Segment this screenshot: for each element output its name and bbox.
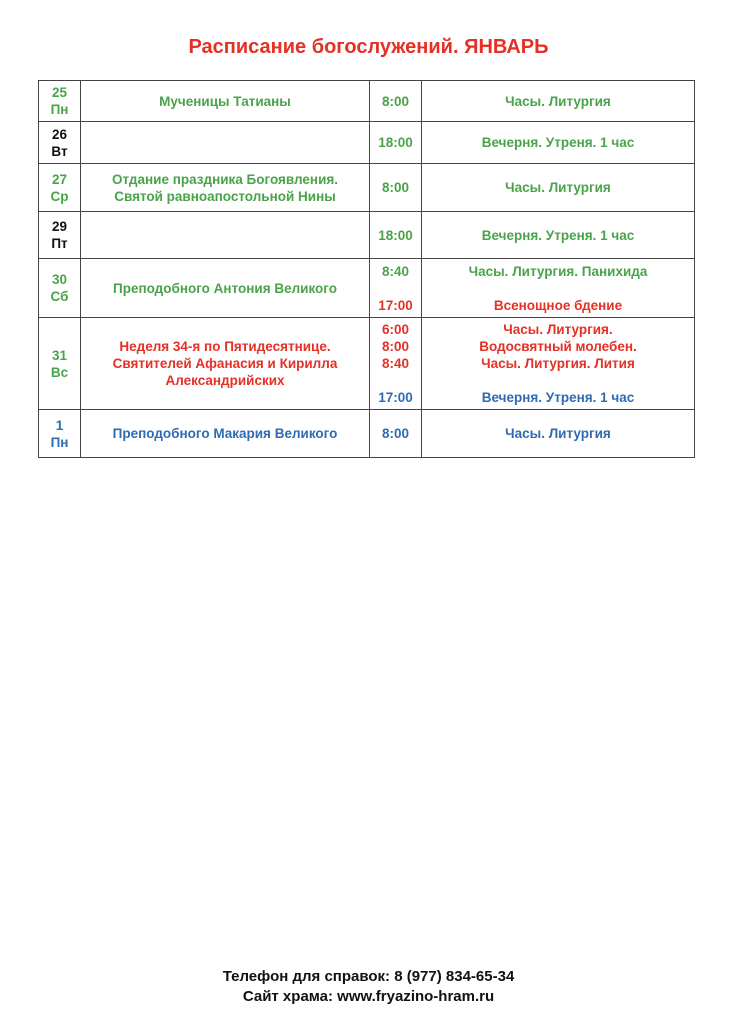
table-row	[39, 212, 695, 259]
service-cell	[422, 259, 695, 318]
saint-line: Святой равноапостольной Нины	[114, 188, 336, 204]
time-line: 18:00	[378, 227, 413, 243]
time-cell	[370, 318, 422, 410]
time-line: 17:00	[378, 390, 413, 405]
date-cell	[39, 259, 81, 318]
time-line: 8:00	[381, 339, 410, 354]
service-cell	[422, 318, 695, 410]
time-line: 17:00	[378, 297, 413, 313]
weekday: Пн	[50, 102, 69, 117]
footer	[0, 967, 737, 1007]
weekday: Вт	[51, 143, 68, 159]
saint-line: Александрийских	[165, 373, 285, 388]
table-row	[39, 259, 695, 318]
day-number: 29	[51, 219, 68, 234]
time-line: 8:00	[381, 93, 410, 109]
table-row	[39, 81, 695, 122]
time-cell	[370, 259, 422, 318]
saint-cell	[81, 81, 370, 122]
saint-cell	[81, 259, 370, 318]
service-cell	[422, 164, 695, 212]
service-line: Часы. Литургия	[505, 426, 611, 441]
page-title: Расписание богослужений. ЯНВАРЬ	[188, 36, 549, 58]
service-line: Часы. Литургия.	[503, 322, 613, 337]
saint-cell	[81, 122, 370, 164]
day-number: 31	[51, 347, 68, 363]
saint-line: Святителей Афанасия и Кирилла	[112, 356, 338, 371]
table-row	[39, 122, 695, 164]
time-cell	[370, 81, 422, 122]
service-line: Часы. Литургия. Лития	[481, 356, 635, 371]
day-number: 30	[51, 272, 68, 287]
saint-line: Неделя 34-я по Пятидесятнице.	[119, 339, 331, 354]
table-row	[39, 164, 695, 212]
phone-info: Телефон для справок: 8 (977) 834-65-34	[222, 968, 515, 985]
time-line: 8:00	[381, 426, 410, 441]
saint-cell	[81, 212, 370, 259]
service-line: Вечерня. Утреня. 1 час	[481, 227, 635, 243]
saint-line: Преподобного Антония Великого	[113, 280, 337, 296]
time-line: 18:00	[378, 135, 413, 150]
service-line: Вечерня. Утреня. 1 час	[481, 135, 635, 150]
service-line: Всенощное бдение	[493, 297, 623, 313]
service-line: Часы. Литургия	[505, 180, 611, 195]
table-row	[39, 410, 695, 458]
service-line: Часы. Литургия	[505, 93, 611, 109]
time-cell	[370, 410, 422, 458]
day-number: 25	[51, 85, 68, 100]
service-cell	[422, 122, 695, 164]
date-cell	[39, 410, 81, 458]
time-cell	[370, 212, 422, 259]
day-number: 1	[55, 417, 64, 433]
time-cell	[370, 122, 422, 164]
saint-cell	[81, 164, 370, 212]
service-cell	[422, 212, 695, 259]
day-number: 27	[51, 171, 68, 187]
service-line: Водосвятный молебен.	[479, 339, 637, 354]
day-number: 26	[51, 126, 68, 142]
service-cell	[422, 410, 695, 458]
date-cell	[39, 122, 81, 164]
schedule-table	[38, 80, 695, 458]
saint-line: Отдание праздника Богоявления.	[112, 171, 338, 187]
time-line: 6:00	[381, 322, 410, 337]
time-line: 8:40	[381, 356, 410, 371]
saint-line: Мученицы Татианы	[159, 93, 291, 109]
weekday: Сб	[50, 289, 69, 304]
date-cell	[39, 81, 81, 122]
time-cell	[370, 164, 422, 212]
weekday: Пт	[51, 236, 68, 251]
service-cell	[422, 81, 695, 122]
website-info: Сайт храма: www.fryazino-hram.ru	[242, 988, 495, 1005]
saint-cell	[81, 410, 370, 458]
weekday: Вс	[50, 364, 69, 380]
date-cell	[39, 318, 81, 410]
saint-line: Преподобного Макария Великого	[112, 426, 338, 441]
date-cell	[39, 164, 81, 212]
table-row	[39, 318, 695, 410]
service-line: Часы. Литургия. Панихида	[468, 263, 648, 279]
date-cell	[39, 212, 81, 259]
saint-cell	[81, 318, 370, 410]
weekday: Ср	[50, 188, 69, 204]
time-line: 8:40	[381, 263, 410, 279]
weekday: Пн	[50, 434, 69, 450]
time-line: 8:00	[381, 180, 410, 195]
service-line: Вечерня. Утреня. 1 час	[481, 390, 635, 405]
